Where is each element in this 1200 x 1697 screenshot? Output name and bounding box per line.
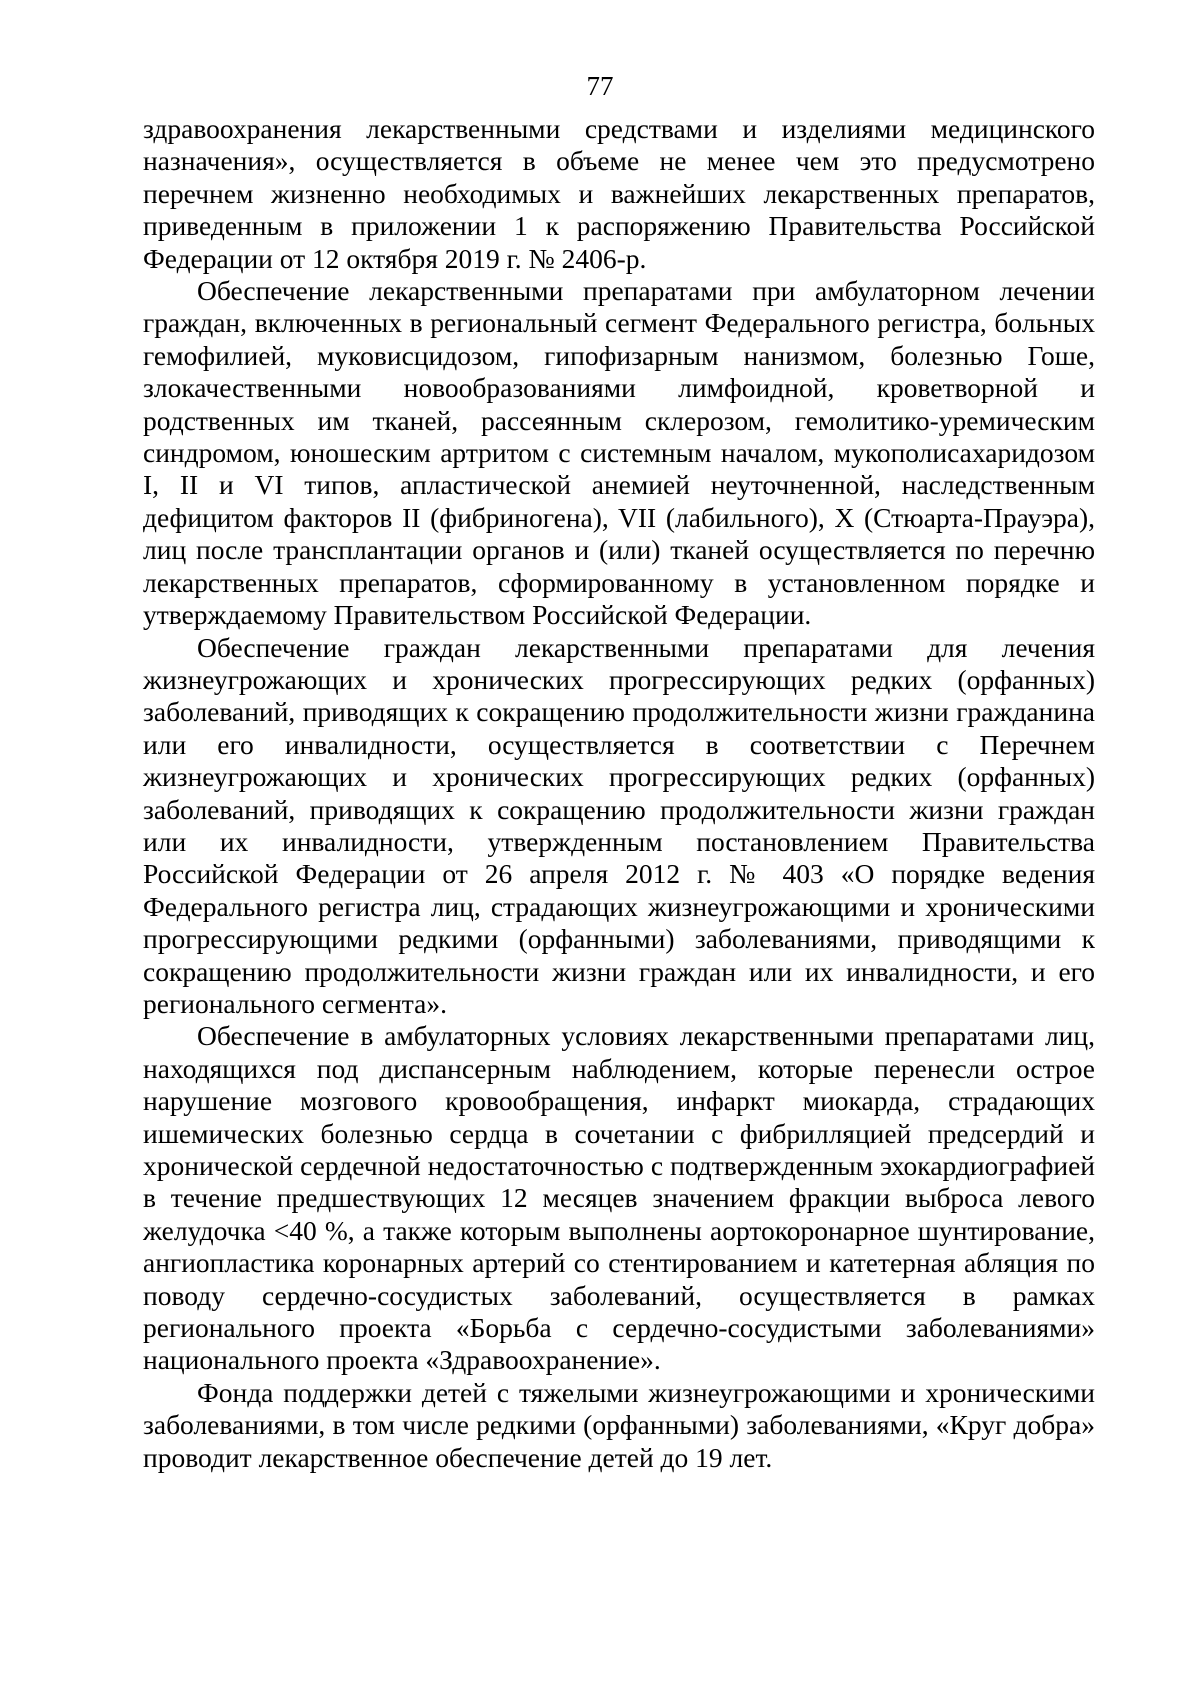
page-number: 77 — [586, 71, 614, 101]
paragraph-cardiovascular: Обеспечение в амбулаторных условиях лекарственными препаратами лиц, находящихся под диспансерным наблюдением, которые перенесли острое нарушение мозгового кровообращения, инфаркт миокарда, страдающих ишемических болезнью сердца в сочетании с фибрилляцией предсердий и хронической сердечной недостаточностью с подтвержденным эхокардиографией в течение предшествующих 12 месяцев значением фракции выброса левого желудочка <40 %, а также которым выполнены аортокоронарное шунтирование, ангиопластика коронарных артерий со стентированием и катетерная абляция по поводу сердечно-сосудистых заболеваний, осуществляется в рамках регионального проекта «Борьба с сердечно-сосудистыми заболеваниями» национального проекта «Здравоохранение». — [143, 1020, 1095, 1376]
paragraph-regional-segment-drugs: Обеспечение лекарственными препаратами при амбулаторном лечении граждан, включенных в региональный сегмент Федерального регистра, больных гемофилией, муковисцидозом, гипофизарным нанизмом, болезнью Гоше, злокачественными новообразованиями лимфоидной, кроветворной и родственных им тканей, рассеянным склерозом, гемолитико-уремическим синдромом, юношеским артритом с системным началом, мукополисахаридозом I, II и VI типов, апластической анемией неуточненной, наследственным дефицитом факторов II (фибриногена), VII (лабильного), X (Стюарта-Прауэра), лиц после трансплантации органов и (или) тканей осуществляется по перечню лекарственных препаратов, сформированному в установленном порядке и утверждаемому Правительством Российской Федерации. — [143, 275, 1095, 631]
paragraph-orphan-diseases: Обеспечение граждан лекарственными препаратами для лечения жизнеугрожающих и хронических прогрессирующих редких (орфанных) заболеваний, приводящих к сокращению продолжительности жизни гражданина или его инвалидности, осуществляется в соответствии с Перечнем жизнеугрожающих и хронических прогрессирующих редких (орфанных) заболеваний, приводящих к сокращению продолжительности жизни граждан или их инвалидности, утвержденным постановлением Правительства Российской Федерации от 26 апреля 2012 г. № 403 «О порядке ведения Федерального регистра лиц, страдающих жизнеугрожающими и хроническими прогрессирующими редкими (орфанными) заболеваниями, приводящими к сокращению продолжительности жизни граждан или их инвалидности, и его регионального сегмента». — [143, 631, 1095, 1019]
paragraph-krug-dobra: Фонда поддержки детей с тяжелыми жизнеугрожающими и хроническими заболеваниями, в том числе редкими (орфанными) заболеваниями, «Круг добра» проводит лекарственное обеспечение детей до 19 лет. — [143, 1376, 1095, 1473]
paragraph-continuation: здравоохранения лекарственными средствами и изделиями медицинского назначения», осуществляется в объеме не менее чем это предусмотрено перечнем жизненно необходимых и важнейших лекарственных препаратов, приведенным в приложении 1 к распоряжению Правительства Российской Федерации от 12 октября 2019 г. № 2406-р. — [143, 113, 1095, 274]
document-body — [143, 113, 1095, 1474]
